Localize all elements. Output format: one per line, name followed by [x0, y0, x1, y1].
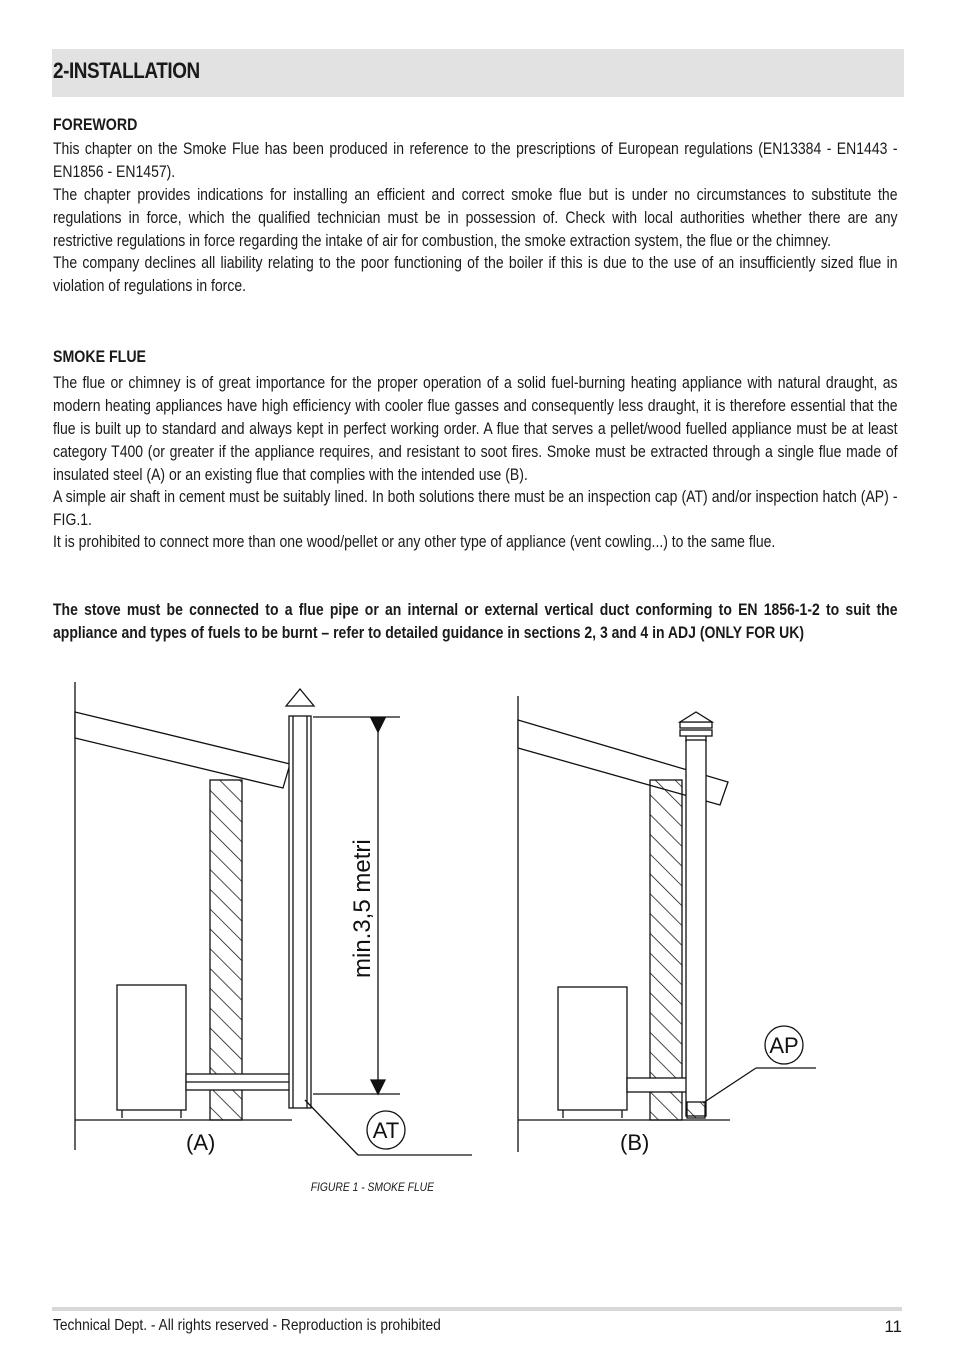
uk-notice: The stove must be connected to a flue pipe or an internal or external vertical duct conforming to EN 1856-1-2 to suit the appliance and types of fuels to be burnt – refer to detailed guidance in sections 2, 3 and 4 in ADJ (ONLY FOR UK) — [53, 601, 898, 642]
foreword-heading: FOREWORD — [53, 116, 138, 134]
footer-divider — [52, 1307, 902, 1311]
diagram-b — [518, 696, 816, 1152]
label-ap: AP — [769, 1033, 799, 1058]
label-b: (B) — [620, 1130, 650, 1155]
smoke-flue-paragraph-2: A simple air shaft in cement must be suitably lined. In both solutions there must be an inspection cap (AT) and/or inspection hatch (AP) - FIG.1. — [53, 488, 898, 529]
foreword-paragraph-1: This chapter on the Smoke Flue has been produced in reference to the prescriptions of European regulations (EN13384 - EN1443 - EN1856 - EN1457). — [53, 140, 898, 181]
dimension-label: min.3,5 metri — [349, 839, 376, 978]
footer-copyright: Technical Dept. - All rights reserved - Reproduction is prohibited — [53, 1317, 441, 1334]
smoke-flue-figure — [0, 660, 954, 1180]
label-at: AT — [372, 1118, 400, 1143]
foreword-paragraph-3: The company declines all liability relating to the poor functioning of the boiler if this is due to the use of an insufficiently sized flue in violation of regulations in force. — [53, 254, 898, 295]
label-a: (A) — [186, 1130, 216, 1155]
smoke-flue-heading: SMOKE FLUE — [53, 348, 147, 366]
smoke-flue-paragraph-1: The flue or chimney is of great importance for the proper operation of a solid fuel-burning heating appliance with natural draught, as modern heating appliances have high efficiency with cooler flue gasses and consequently less draught, it is therefore essential that the flue is built up to standard and always kept in perfect working order. A flue that serves a pellet/wood fuelled appliance must be at least category T400 (or greater if the appliance requires, and resistant to soot fires. Smoke must be extracted through a single flue made of insulated steel (A) or an existing flue that complies with the intended use (B). — [53, 374, 898, 484]
figure-caption: FIGURE 1 - SMOKE FLUE — [310, 1180, 435, 1194]
smoke-flue-paragraph-3: It is prohibited to connect more than one wood/pellet or any other type of appliance (vent cowling...) to the same flue. — [53, 533, 776, 551]
foreword-paragraph-2: The chapter provides indications for installing an efficient and correct smoke flue but is under no circumstances to substitute the regulations in force, which the qualified technician must be in possession of. Check with local authorities whether there are any restrictive regulations in force regarding the intake of air for combustion, the smoke extraction system, the flue or the chimney. — [53, 186, 898, 250]
diagram-a — [75, 682, 472, 1155]
page-number: 11 — [884, 1317, 902, 1336]
section-title: 2-INSTALLATION — [53, 58, 200, 83]
